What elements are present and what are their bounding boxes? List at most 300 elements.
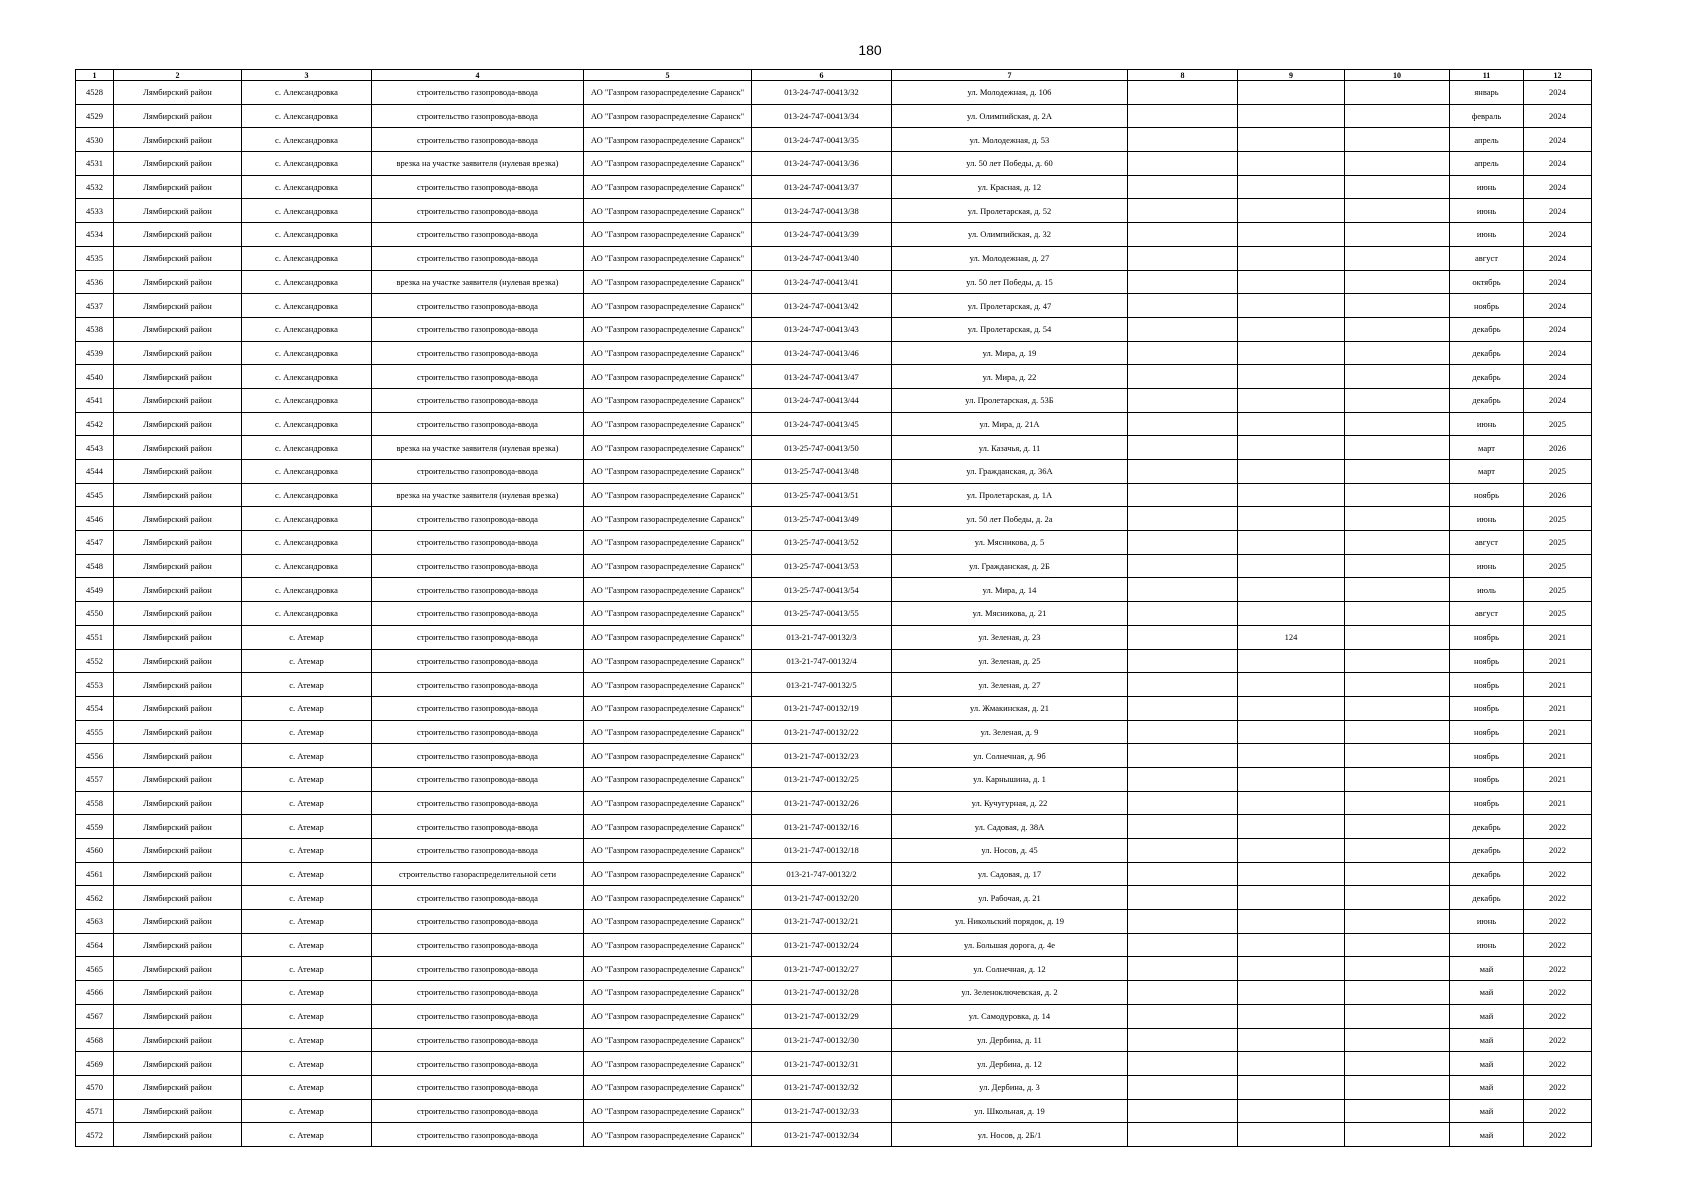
address-cell: ул. Мира, д. 19: [892, 341, 1128, 365]
organization-cell: АО "Газпром газораспределение Саранск": [584, 483, 752, 507]
settlement-cell: с. Атемар: [242, 862, 372, 886]
row-number-cell: 4562: [76, 886, 114, 910]
col10-cell: [1345, 1004, 1450, 1028]
settlement-cell: с. Александровка: [242, 104, 372, 128]
address-cell: ул. Большая дорога, д. 4е: [892, 933, 1128, 957]
organization-cell: АО "Газпром газораспределение Саранск": [584, 152, 752, 176]
month-cell: апрель: [1450, 128, 1524, 152]
month-cell: ноябрь: [1450, 744, 1524, 768]
contract-number-cell: 013-21-747-00132/24: [752, 933, 892, 957]
month-cell: май: [1450, 1123, 1524, 1147]
settlement-cell: с. Александровка: [242, 223, 372, 247]
year-cell: 2022: [1524, 957, 1592, 981]
month-cell: июнь: [1450, 175, 1524, 199]
col8-cell: [1128, 602, 1238, 626]
row-number-cell: 4535: [76, 246, 114, 270]
col9-cell: [1238, 365, 1345, 389]
table-row: [76, 1028, 1592, 1052]
contract-number-cell: 013-21-747-00132/20: [752, 886, 892, 910]
district-cell: Лямбирский район: [114, 1004, 242, 1028]
address-cell: ул. Самодуровка, д. 14: [892, 1004, 1128, 1028]
year-cell: 2022: [1524, 1004, 1592, 1028]
address-cell: ул. Кучугурная, д. 22: [892, 791, 1128, 815]
row-number-cell: 4546: [76, 507, 114, 531]
col10-cell: [1345, 388, 1450, 412]
col8-cell: [1128, 365, 1238, 389]
contract-number-cell: 013-21-747-00132/26: [752, 791, 892, 815]
district-cell: Лямбирский район: [114, 128, 242, 152]
work-type-cell: строительство газопровода-ввода: [372, 602, 584, 626]
table-row: [76, 554, 1592, 578]
month-cell: ноябрь: [1450, 791, 1524, 815]
organization-cell: АО "Газпром газораспределение Саранск": [584, 933, 752, 957]
contract-number-cell: 013-25-747-00413/49: [752, 507, 892, 531]
table-row: [76, 767, 1592, 791]
address-cell: ул. Гражданская, д. 36А: [892, 460, 1128, 484]
row-number-cell: 4545: [76, 483, 114, 507]
settlement-cell: с. Александровка: [242, 294, 372, 318]
work-type-cell: строительство газопровода-ввода: [372, 81, 584, 105]
settlement-cell: с. Александровка: [242, 483, 372, 507]
district-cell: Лямбирский район: [114, 507, 242, 531]
district-cell: Лямбирский район: [114, 388, 242, 412]
settlement-cell: с. Александровка: [242, 531, 372, 555]
row-number-cell: 4528: [76, 81, 114, 105]
year-cell: 2024: [1524, 341, 1592, 365]
contract-number-cell: 013-21-747-00132/16: [752, 815, 892, 839]
work-type-cell: строительство газопровода-ввода: [372, 246, 584, 270]
table-row: [76, 223, 1592, 247]
table-row: [76, 104, 1592, 128]
year-cell: 2024: [1524, 152, 1592, 176]
contract-number-cell: 013-21-747-00132/32: [752, 1075, 892, 1099]
month-cell: апрель: [1450, 152, 1524, 176]
settlement-cell: с. Атемар: [242, 696, 372, 720]
row-number-cell: 4555: [76, 720, 114, 744]
col8-cell: [1128, 388, 1238, 412]
col10-cell: [1345, 341, 1450, 365]
address-cell: ул. Олимпийская, д. 2А: [892, 104, 1128, 128]
address-cell: ул. 50 лет Победы, д. 2а: [892, 507, 1128, 531]
row-number-cell: 4548: [76, 554, 114, 578]
month-cell: май: [1450, 1004, 1524, 1028]
col10-cell: [1345, 223, 1450, 247]
contract-number-cell: 013-21-747-00132/4: [752, 649, 892, 673]
col9-cell: [1238, 981, 1345, 1005]
work-type-cell: врезка на участке заявителя (нулевая врезка): [372, 152, 584, 176]
district-cell: Лямбирский район: [114, 246, 242, 270]
column-header: 8: [1128, 70, 1238, 81]
year-cell: 2022: [1524, 1052, 1592, 1076]
district-cell: Лямбирский район: [114, 767, 242, 791]
table-row: [76, 957, 1592, 981]
year-cell: 2025: [1524, 507, 1592, 531]
column-header: 2: [114, 70, 242, 81]
col10-cell: [1345, 317, 1450, 341]
month-cell: июль: [1450, 578, 1524, 602]
col9-cell: [1238, 460, 1345, 484]
address-cell: ул. Мира, д. 22: [892, 365, 1128, 389]
col8-cell: [1128, 720, 1238, 744]
organization-cell: АО "Газпром газораспределение Саранск": [584, 223, 752, 247]
col9-cell: 124: [1238, 625, 1345, 649]
organization-cell: АО "Газпром газораспределение Саранск": [584, 460, 752, 484]
address-cell: ул. Садовая, д. 17: [892, 862, 1128, 886]
col10-cell: [1345, 554, 1450, 578]
organization-cell: АО "Газпром газораспределение Саранск": [584, 957, 752, 981]
month-cell: ноябрь: [1450, 767, 1524, 791]
col10-cell: [1345, 270, 1450, 294]
table-row: [76, 839, 1592, 863]
col9-cell: [1238, 436, 1345, 460]
address-cell: ул. Пролетарская, д. 54: [892, 317, 1128, 341]
settlement-cell: с. Атемар: [242, 720, 372, 744]
contract-number-cell: 013-25-747-00413/54: [752, 578, 892, 602]
col8-cell: [1128, 412, 1238, 436]
col10-cell: [1345, 1028, 1450, 1052]
address-cell: ул. Солнечная, д. 12: [892, 957, 1128, 981]
year-cell: 2025: [1524, 412, 1592, 436]
address-cell: ул. Зеленая, д. 27: [892, 673, 1128, 697]
col8-cell: [1128, 1099, 1238, 1123]
col9-cell: [1238, 317, 1345, 341]
table-row: [76, 578, 1592, 602]
month-cell: декабрь: [1450, 862, 1524, 886]
col8-cell: [1128, 1004, 1238, 1028]
table-row: [76, 81, 1592, 105]
col10-cell: [1345, 175, 1450, 199]
district-cell: Лямбирский район: [114, 223, 242, 247]
col10-cell: [1345, 1123, 1450, 1147]
contract-number-cell: 013-24-747-00413/41: [752, 270, 892, 294]
col9-cell: [1238, 270, 1345, 294]
col8-cell: [1128, 696, 1238, 720]
year-cell: 2022: [1524, 886, 1592, 910]
settlement-cell: с. Атемар: [242, 1052, 372, 1076]
contract-number-cell: 013-24-747-00413/39: [752, 223, 892, 247]
address-cell: ул. Дербина, д. 11: [892, 1028, 1128, 1052]
district-cell: Лямбирский район: [114, 933, 242, 957]
col10-cell: [1345, 602, 1450, 626]
col8-cell: [1128, 578, 1238, 602]
row-number-cell: 4539: [76, 341, 114, 365]
row-number-cell: 4572: [76, 1123, 114, 1147]
col9-cell: [1238, 1004, 1345, 1028]
row-number-cell: 4552: [76, 649, 114, 673]
address-cell: ул. Карнышина, д. 1: [892, 767, 1128, 791]
year-cell: 2021: [1524, 791, 1592, 815]
work-type-cell: строительство газопровода-ввода: [372, 767, 584, 791]
district-cell: Лямбирский район: [114, 460, 242, 484]
col9-cell: [1238, 673, 1345, 697]
settlement-cell: с. Александровка: [242, 388, 372, 412]
table-row: [76, 1075, 1592, 1099]
district-cell: Лямбирский район: [114, 152, 242, 176]
table-row: [76, 862, 1592, 886]
district-cell: Лямбирский район: [114, 294, 242, 318]
table-body: [76, 81, 1592, 1147]
month-cell: август: [1450, 246, 1524, 270]
organization-cell: АО "Газпром газораспределение Саранск": [584, 791, 752, 815]
month-cell: август: [1450, 602, 1524, 626]
year-cell: 2022: [1524, 1099, 1592, 1123]
month-cell: март: [1450, 436, 1524, 460]
address-cell: ул. Зеленая, д. 23: [892, 625, 1128, 649]
year-cell: 2022: [1524, 839, 1592, 863]
district-cell: Лямбирский район: [114, 625, 242, 649]
month-cell: ноябрь: [1450, 483, 1524, 507]
contract-number-cell: 013-25-747-00413/55: [752, 602, 892, 626]
row-number-cell: 4542: [76, 412, 114, 436]
row-number-cell: 4536: [76, 270, 114, 294]
col9-cell: [1238, 720, 1345, 744]
organization-cell: АО "Газпром газораспределение Саранск": [584, 104, 752, 128]
col9-cell: [1238, 152, 1345, 176]
contract-number-cell: 013-25-747-00413/53: [752, 554, 892, 578]
month-cell: июнь: [1450, 223, 1524, 247]
col9-cell: [1238, 744, 1345, 768]
table-row: [76, 317, 1592, 341]
organization-cell: АО "Газпром газораспределение Саранск": [584, 175, 752, 199]
col8-cell: [1128, 175, 1238, 199]
work-type-cell: строительство газопровода-ввода: [372, 910, 584, 934]
work-type-cell: строительство газопровода-ввода: [372, 1123, 584, 1147]
column-header: 12: [1524, 70, 1592, 81]
year-cell: 2022: [1524, 862, 1592, 886]
work-type-cell: строительство газопровода-ввода: [372, 815, 584, 839]
year-cell: 2024: [1524, 175, 1592, 199]
district-cell: Лямбирский район: [114, 981, 242, 1005]
col8-cell: [1128, 317, 1238, 341]
district-cell: Лямбирский район: [114, 199, 242, 223]
year-cell: 2022: [1524, 815, 1592, 839]
column-header: 3: [242, 70, 372, 81]
settlement-cell: с. Александровка: [242, 365, 372, 389]
settlement-cell: с. Александровка: [242, 460, 372, 484]
district-cell: Лямбирский район: [114, 365, 242, 389]
month-cell: июнь: [1450, 412, 1524, 436]
organization-cell: АО "Газпром газораспределение Саранск": [584, 128, 752, 152]
row-number-cell: 4553: [76, 673, 114, 697]
district-cell: Лямбирский район: [114, 910, 242, 934]
col10-cell: [1345, 791, 1450, 815]
col10-cell: [1345, 720, 1450, 744]
contract-number-cell: 013-25-747-00413/51: [752, 483, 892, 507]
row-number-cell: 4550: [76, 602, 114, 626]
work-type-cell: строительство газораспределительной сети: [372, 862, 584, 886]
address-cell: ул. Пролетарская, д. 53Б: [892, 388, 1128, 412]
settlement-cell: с. Александровка: [242, 128, 372, 152]
year-cell: 2022: [1524, 981, 1592, 1005]
col8-cell: [1128, 862, 1238, 886]
col9-cell: [1238, 199, 1345, 223]
district-cell: Лямбирский район: [114, 649, 242, 673]
settlement-cell: с. Александровка: [242, 578, 372, 602]
col10-cell: [1345, 957, 1450, 981]
col10-cell: [1345, 649, 1450, 673]
work-type-cell: строительство газопровода-ввода: [372, 341, 584, 365]
table-row: [76, 199, 1592, 223]
row-number-cell: 4540: [76, 365, 114, 389]
table-row: [76, 436, 1592, 460]
col9-cell: [1238, 649, 1345, 673]
table-row: [76, 270, 1592, 294]
month-cell: ноябрь: [1450, 625, 1524, 649]
district-cell: Лямбирский район: [114, 1028, 242, 1052]
contract-number-cell: 013-21-747-00132/19: [752, 696, 892, 720]
district-cell: Лямбирский район: [114, 673, 242, 697]
month-cell: август: [1450, 531, 1524, 555]
col9-cell: [1238, 1028, 1345, 1052]
col9-cell: [1238, 388, 1345, 412]
year-cell: 2021: [1524, 696, 1592, 720]
address-cell: ул. Зеленая, д. 9: [892, 720, 1128, 744]
district-cell: Лямбирский район: [114, 531, 242, 555]
contract-number-cell: 013-24-747-00413/44: [752, 388, 892, 412]
contract-number-cell: 013-25-747-00413/52: [752, 531, 892, 555]
year-cell: 2024: [1524, 317, 1592, 341]
contract-number-cell: 013-21-747-00132/3: [752, 625, 892, 649]
work-type-cell: строительство газопровода-ввода: [372, 720, 584, 744]
settlement-cell: с. Александровка: [242, 317, 372, 341]
address-cell: ул. Рабочая, д. 21: [892, 886, 1128, 910]
col10-cell: [1345, 625, 1450, 649]
contract-number-cell: 013-25-747-00413/50: [752, 436, 892, 460]
month-cell: февраль: [1450, 104, 1524, 128]
work-type-cell: строительство газопровода-ввода: [372, 981, 584, 1005]
col8-cell: [1128, 223, 1238, 247]
organization-cell: АО "Газпром газораспределение Саранск": [584, 696, 752, 720]
contract-number-cell: 013-21-747-00132/22: [752, 720, 892, 744]
address-cell: ул. Никольский порядок, д. 19: [892, 910, 1128, 934]
year-cell: 2025: [1524, 554, 1592, 578]
settlement-cell: с. Атемар: [242, 933, 372, 957]
month-cell: март: [1450, 460, 1524, 484]
work-type-cell: строительство газопровода-ввода: [372, 1004, 584, 1028]
row-number-cell: 4570: [76, 1075, 114, 1099]
district-cell: Лямбирский район: [114, 1123, 242, 1147]
contract-number-cell: 013-24-747-00413/34: [752, 104, 892, 128]
year-cell: 2022: [1524, 1075, 1592, 1099]
organization-cell: АО "Газпром газораспределение Саранск": [584, 199, 752, 223]
col10-cell: [1345, 886, 1450, 910]
year-cell: 2022: [1524, 1123, 1592, 1147]
work-type-cell: врезка на участке заявителя (нулевая врезка): [372, 436, 584, 460]
table-row: [76, 460, 1592, 484]
settlement-cell: с. Атемар: [242, 1028, 372, 1052]
month-cell: май: [1450, 1052, 1524, 1076]
col9-cell: [1238, 1099, 1345, 1123]
table-row: [76, 1052, 1592, 1076]
row-number-cell: 4530: [76, 128, 114, 152]
col9-cell: [1238, 910, 1345, 934]
contract-number-cell: 013-24-747-00413/37: [752, 175, 892, 199]
work-type-cell: строительство газопровода-ввода: [372, 1075, 584, 1099]
col10-cell: [1345, 365, 1450, 389]
row-number-cell: 4567: [76, 1004, 114, 1028]
settlement-cell: с. Александровка: [242, 199, 372, 223]
col9-cell: [1238, 175, 1345, 199]
work-type-cell: врезка на участке заявителя (нулевая врезка): [372, 270, 584, 294]
row-number-cell: 4531: [76, 152, 114, 176]
col8-cell: [1128, 1028, 1238, 1052]
col8-cell: [1128, 791, 1238, 815]
col8-cell: [1128, 1123, 1238, 1147]
work-type-cell: строительство газопровода-ввода: [372, 625, 584, 649]
col10-cell: [1345, 199, 1450, 223]
organization-cell: АО "Газпром газораспределение Саранск": [584, 341, 752, 365]
row-number-cell: 4566: [76, 981, 114, 1005]
month-cell: ноябрь: [1450, 294, 1524, 318]
organization-cell: АО "Газпром газораспределение Саранск": [584, 436, 752, 460]
organization-cell: АО "Газпром газораспределение Саранск": [584, 744, 752, 768]
district-cell: Лямбирский район: [114, 1075, 242, 1099]
contract-number-cell: 013-21-747-00132/5: [752, 673, 892, 697]
work-type-cell: строительство газопровода-ввода: [372, 175, 584, 199]
address-cell: ул. Жмакинская, д. 21: [892, 696, 1128, 720]
contract-number-cell: 013-24-747-00413/40: [752, 246, 892, 270]
contract-number-cell: 013-21-747-00132/25: [752, 767, 892, 791]
contract-number-cell: 013-21-747-00132/34: [752, 1123, 892, 1147]
col9-cell: [1238, 839, 1345, 863]
col8-cell: [1128, 294, 1238, 318]
year-cell: 2021: [1524, 720, 1592, 744]
table-row: [76, 483, 1592, 507]
work-type-cell: строительство газопровода-ввода: [372, 223, 584, 247]
contract-number-cell: 013-21-747-00132/27: [752, 957, 892, 981]
settlement-cell: с. Александровка: [242, 270, 372, 294]
organization-cell: АО "Газпром газораспределение Саранск": [584, 1075, 752, 1099]
col10-cell: [1345, 578, 1450, 602]
address-cell: ул. Мясникова, д. 5: [892, 531, 1128, 555]
row-number-cell: 4561: [76, 862, 114, 886]
organization-cell: АО "Газпром газораспределение Саранск": [584, 246, 752, 270]
row-number-cell: 4537: [76, 294, 114, 318]
row-number-cell: 4556: [76, 744, 114, 768]
organization-cell: АО "Газпром газораспределение Саранск": [584, 317, 752, 341]
col9-cell: [1238, 223, 1345, 247]
organization-cell: АО "Газпром газораспределение Саранск": [584, 910, 752, 934]
col9-cell: [1238, 128, 1345, 152]
col8-cell: [1128, 507, 1238, 531]
year-cell: 2025: [1524, 578, 1592, 602]
col9-cell: [1238, 554, 1345, 578]
row-number-cell: 4565: [76, 957, 114, 981]
col10-cell: [1345, 815, 1450, 839]
col9-cell: [1238, 791, 1345, 815]
column-header: 7: [892, 70, 1128, 81]
col8-cell: [1128, 460, 1238, 484]
col8-cell: [1128, 81, 1238, 105]
organization-cell: АО "Газпром газораспределение Саранск": [584, 767, 752, 791]
contract-number-cell: 013-24-747-00413/35: [752, 128, 892, 152]
work-type-cell: строительство газопровода-ввода: [372, 365, 584, 389]
col9-cell: [1238, 1075, 1345, 1099]
address-cell: ул. Казачья, д. 11: [892, 436, 1128, 460]
col9-cell: [1238, 412, 1345, 436]
address-cell: ул. Пролетарская, д. 1А: [892, 483, 1128, 507]
address-cell: ул. Гражданская, д. 2Б: [892, 554, 1128, 578]
district-cell: Лямбирский район: [114, 696, 242, 720]
contract-number-cell: 013-24-747-00413/42: [752, 294, 892, 318]
row-number-cell: 4538: [76, 317, 114, 341]
work-type-cell: строительство газопровода-ввода: [372, 294, 584, 318]
col8-cell: [1128, 744, 1238, 768]
col8-cell: [1128, 341, 1238, 365]
address-cell: ул. Мира, д. 21А: [892, 412, 1128, 436]
table-row: [76, 933, 1592, 957]
organization-cell: АО "Газпром газораспределение Саранск": [584, 649, 752, 673]
